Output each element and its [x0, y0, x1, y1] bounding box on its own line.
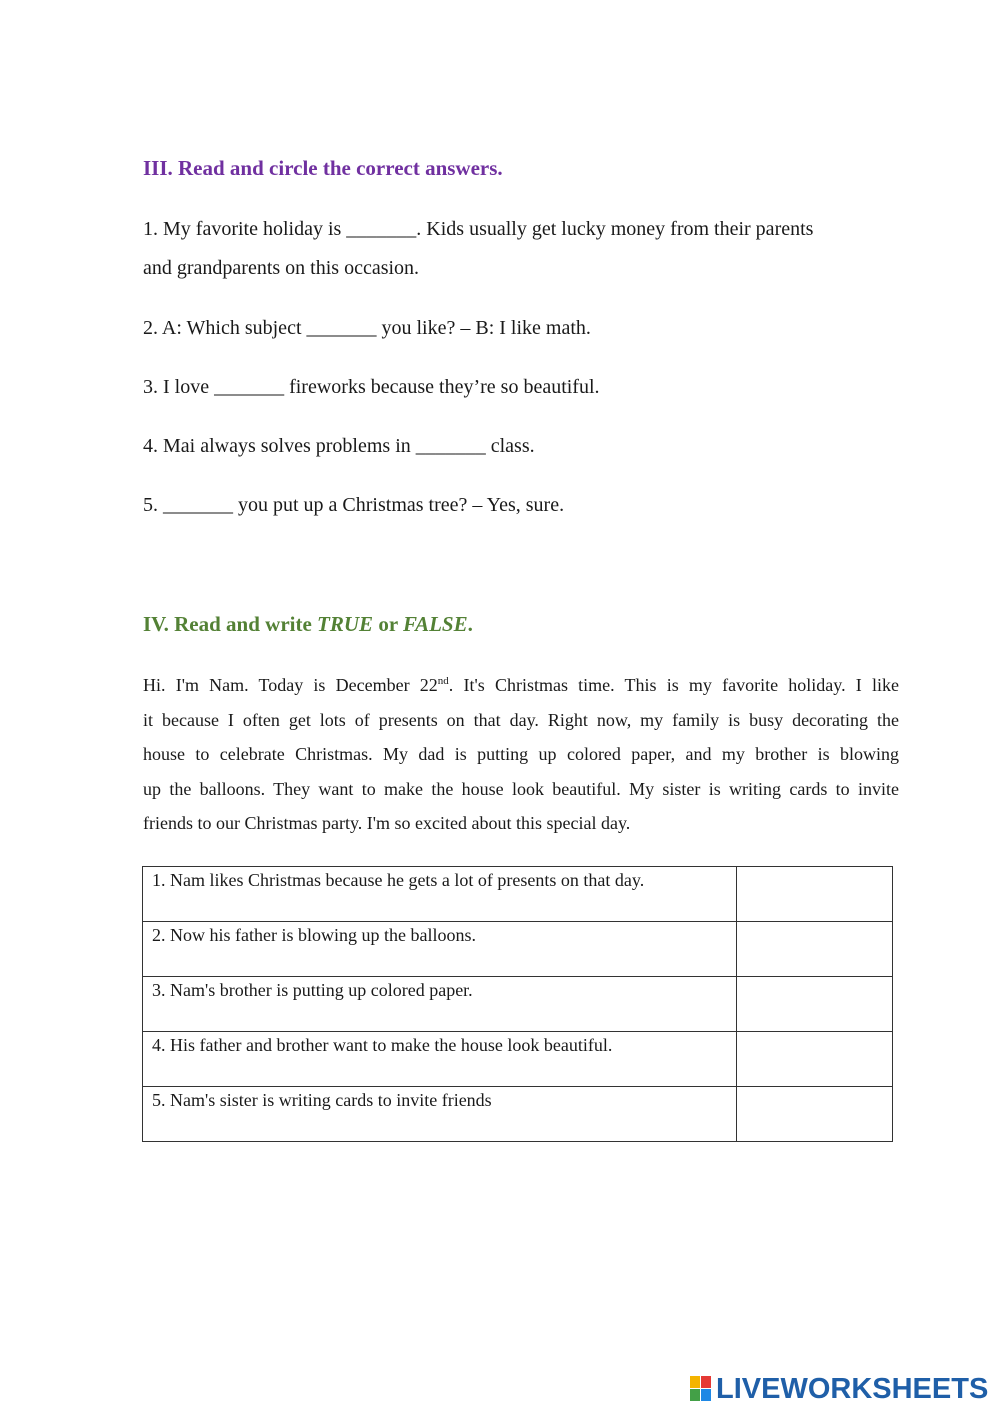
section-4-title: [143, 612, 473, 637]
statement-2: 2. Now his father is blowing up the balloons.: [143, 922, 737, 977]
liveworksheets-logo-icon: [690, 1376, 712, 1402]
question-2: 2. A: Which subject _______ you like? – B: I like math.: [143, 317, 591, 339]
table-row: [143, 922, 893, 977]
statement-5: 5. Nam's sister is writing cards to invite friends: [143, 1087, 737, 1142]
statement-3: 3. Nam's brother is putting up colored paper.: [143, 977, 737, 1032]
answer-cell-2[interactable]: [737, 922, 893, 977]
true-false-table: [142, 866, 893, 1142]
question-3: 3. I love _______ fireworks because they’re so beautiful.: [143, 376, 600, 398]
question-1-line-1: 1. My favorite holiday is _______. Kids usually get lucky money from their parents: [143, 218, 814, 240]
passage-line-4: up the balloons. They want to make the house look beautiful. My sister is writing cards to invite: [143, 778, 899, 799]
answer-cell-5[interactable]: [737, 1087, 893, 1142]
passage-line-1: [143, 668, 899, 703]
question-5: 5. _______ you put up a Christmas tree? – Yes, sure.: [143, 494, 565, 516]
question-1-line-2: and grandparents on this occasion.: [143, 257, 420, 279]
question-4: 4. Mai always solves problems in _______ class.: [143, 435, 535, 457]
reading-passage: [143, 668, 899, 841]
passage-line-1-a: Hi. I'm Nam. Today is December 22: [143, 675, 438, 695]
table-row: [143, 1087, 893, 1142]
table-row: [143, 867, 893, 922]
statement-1: 1. Nam likes Christmas because he gets a lot of presents on that day.: [143, 867, 737, 922]
section-4-title-start: IV. Read and write: [143, 612, 318, 636]
liveworksheets-logo-text: LIVEWORKSHEETS: [716, 1372, 989, 1405]
passage-line-1-b: . It's Christmas time. This is my favorite holiday. I like: [448, 675, 899, 695]
section-4-title-false: FALSE: [403, 612, 468, 636]
section-3-title: III. Read and circle the correct answers.: [143, 156, 503, 180]
table-row: [143, 1032, 893, 1087]
question-1: [143, 210, 813, 288]
table-row: [143, 977, 893, 1032]
answer-cell-4[interactable]: [737, 1032, 893, 1087]
answer-cell-3[interactable]: [737, 977, 893, 1032]
passage-line-1-sup: nd: [437, 675, 449, 687]
section-4-title-or: or: [373, 612, 404, 636]
passage-line-5: friends to our Christmas party. I'm so excited about this special day.: [143, 813, 631, 834]
statement-4: 4. His father and brother want to make the house look beautiful.: [143, 1032, 737, 1087]
section-4-title-true: TRUE: [317, 612, 374, 636]
answer-cell-1[interactable]: [737, 867, 893, 922]
passage-line-3: house to celebrate Christmas. My dad is putting up colored paper, and my brother is blowing: [143, 744, 899, 765]
liveworksheets-logo: [690, 1374, 988, 1404]
section-4-title-end: .: [467, 612, 473, 636]
passage-line-2: it because I often get lots of presents on that day. Right now, my family is busy decorating the: [143, 709, 899, 730]
